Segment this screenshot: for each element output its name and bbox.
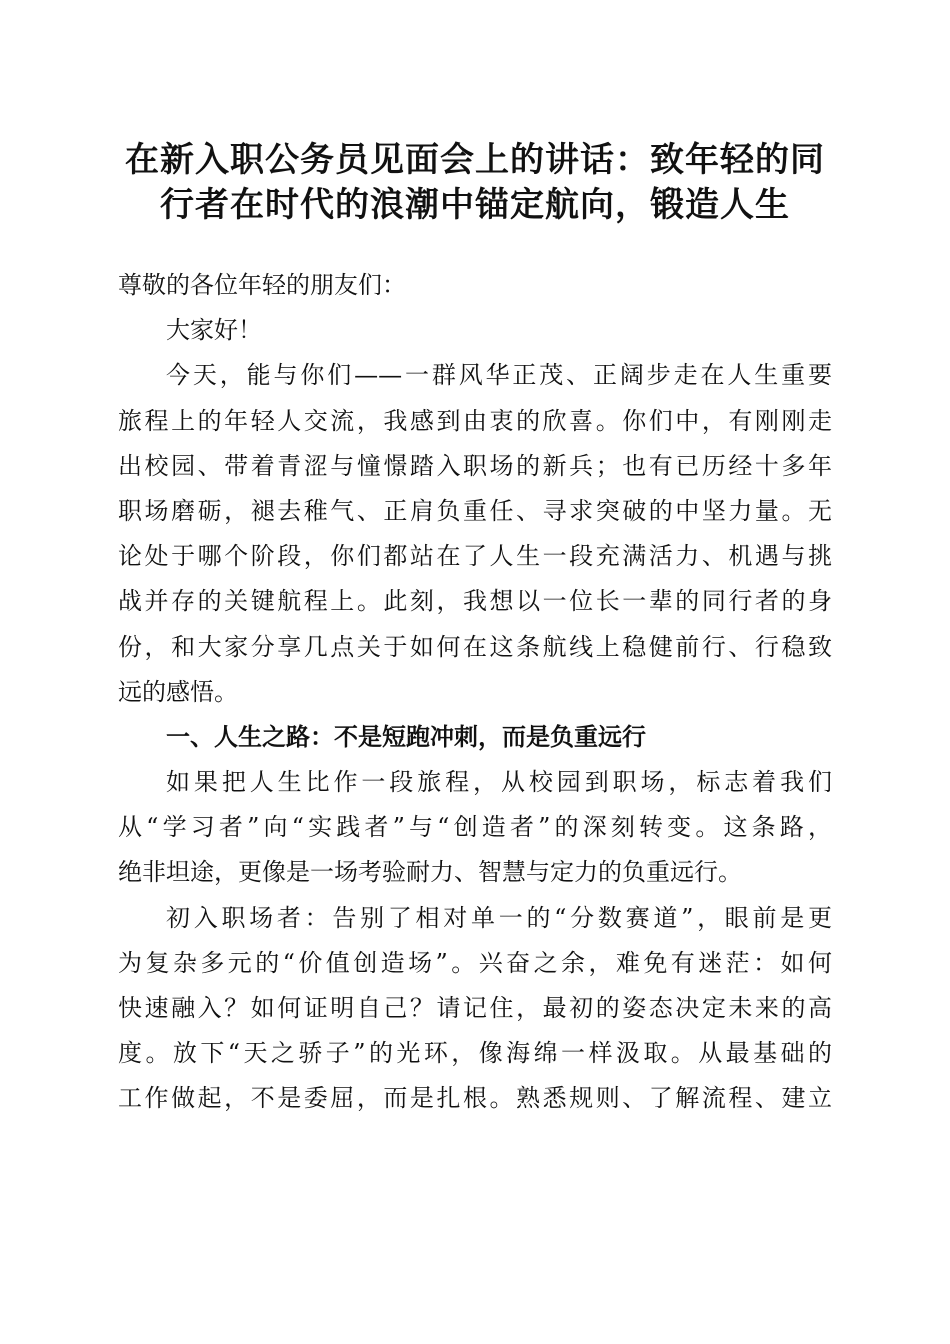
paragraph-line: 快速融入？如何证明自己？请记住，最初的姿态决定未来的高 (118, 994, 832, 1022)
paragraph-line: 绝非坦途，更像是一场考验耐力、智慧与定力的负重远行。 (118, 858, 742, 887)
paragraph-line: 论处于哪个阶段，你们都站在了人生一段充满活力、机遇与挑 (118, 542, 832, 571)
paragraph-line: 今天，能与你们——一群风华正茂、正阔步走在人生重要 (166, 361, 832, 390)
paragraph-line: 工作做起，不是委屈，而是扎根。熟悉规则、了解流程、建立 (118, 1084, 832, 1113)
paragraph-2 (118, 760, 832, 896)
paragraph-line: 度。放下“天之骄子”的光环，像海绵一样汲取。从最基础的 (118, 1039, 832, 1068)
section-heading: 一、人生之路：不是短跑冲刺，而是负重远行 (166, 722, 646, 751)
paragraph-line: 份，和大家分享几点关于如何在这条航线上稳健前行、行稳致 (118, 632, 832, 661)
paragraph-line: 远的感悟。 (118, 677, 238, 706)
paragraph-line: 战并存的关键航程上。此刻，我想以一位长一辈的同行者的身 (118, 587, 832, 616)
document-body (118, 263, 832, 1122)
paragraph-line: 为复杂多元的“价值创造场”。兴奋之余，难免有迷茫：如何 (118, 948, 832, 977)
paragraph-line: 旅程上的年轻人交流，我感到由衷的欣喜。你们中，有刚刚走 (118, 406, 832, 435)
paragraph-line: 出校园、带着青涩与憧憬踏入职场的新兵；也有已历经十多年 (118, 451, 832, 480)
salutation: 尊敬的各位年轻的朋友们： (118, 271, 406, 299)
paragraph-line: 如果把人生比作一段旅程，从校园到职场，标志着我们 (166, 768, 832, 797)
paragraph-line: 初入职场者：告别了相对单一的“分数赛道”，眼前是更 (166, 903, 832, 932)
paragraph-1 (118, 353, 832, 715)
greeting: 大家好！ (166, 316, 262, 345)
title-line-2: 行者在时代的浪潮中锚定航向，锻造人生 (160, 185, 790, 226)
title-line-1: 在新入职公务员见面会上的讲话：致年轻的同 (125, 140, 825, 180)
paragraph-line: 职场磨砺，褪去稚气、正肩负重任、寻求突破的中坚力量。无 (118, 496, 832, 525)
paragraph-3 (118, 896, 832, 1122)
paragraph-line: 从“学习者”向“实践者”与“创造者”的深刻转变。这条路， (118, 813, 832, 842)
document-title (110, 136, 840, 226)
